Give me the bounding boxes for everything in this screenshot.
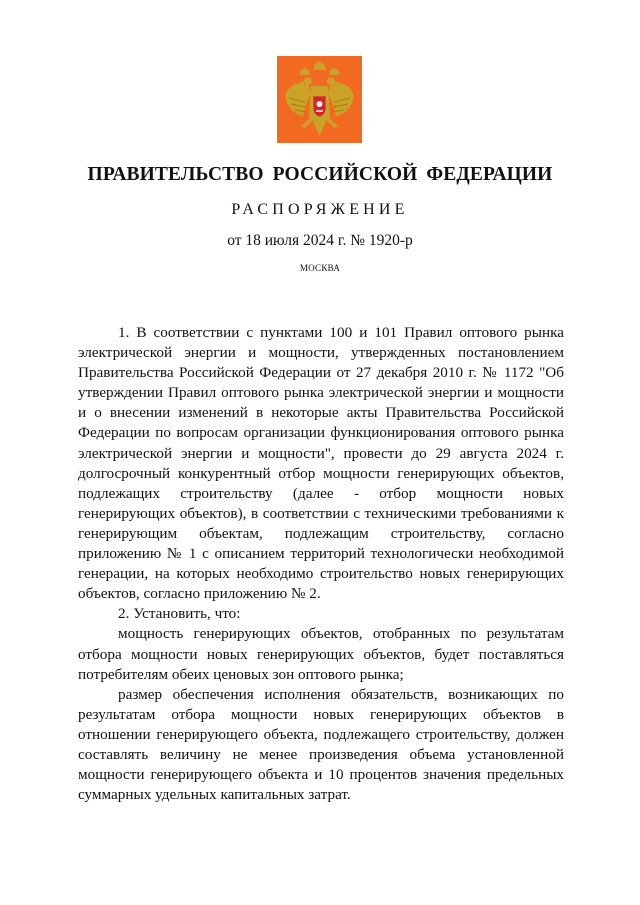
government-title: ПРАВИТЕЛЬСТВО РОССИЙСКОЙ ФЕДЕРАЦИИ [87, 164, 553, 185]
paragraph-3: мощность генерирующих объектов, отобранных по результатам отбора мощности новых генерирующих объектов, будет поставляться потребителям обеих ценовых зон оптового рынка; [78, 625, 564, 683]
paragraph-4: размер обеспечения исполнения обязательств, возникающих по результатам отбора мощности новых генерирующих объектов в отношении генерирующего объекта, подлежащего строительству, должен составлять величину не менее произведения объема установленной мощности генерирующего объекта и 10 процентов значения предельных суммарных удельных капитальных затрат. [78, 685, 564, 804]
paragraph-2: 2. Установить, что: [118, 605, 241, 623]
document-type: РАСПОРЯЖЕНИЕ [231, 201, 409, 218]
coat-of-arms-icon [277, 56, 362, 143]
paragraph-1: 1. В соответствии с пунктами 100 и 101 Правил оптового рынка электрической энергии и мощности, утвержденных постановлением Правительства Российской Федерации от 27 декабря 2010 г. № 1172 "Об утверждении Правил оптового рынка электрической энергии и мощности и о внесении изменений в некоторые акты Правительства Российской Федерации по вопросам организации функционирования оптового рынка электрической энергии и мощности", провести до 29 августа 2024 г. долгосрочный конкурентный отбор мощности генерирующих объектов, подлежащих строительству (далее - отбор мощности новых генерирующих объектов), в соответствии с техническими требованиями к генерирующим объектам, подлежащим строительству, согласно приложению № 1 с описанием территорий технологически необходимой генерации, на которых необходимо строительство новых генерирующих объектов, согласно приложению № 2. [78, 324, 564, 603]
coat-of-arms-emblem [277, 56, 362, 143]
document-city: МОСКВА [299, 263, 341, 273]
document-date-number: от 18 июля 2024 г. № 1920-р [227, 232, 413, 249]
document-body [78, 323, 564, 805]
